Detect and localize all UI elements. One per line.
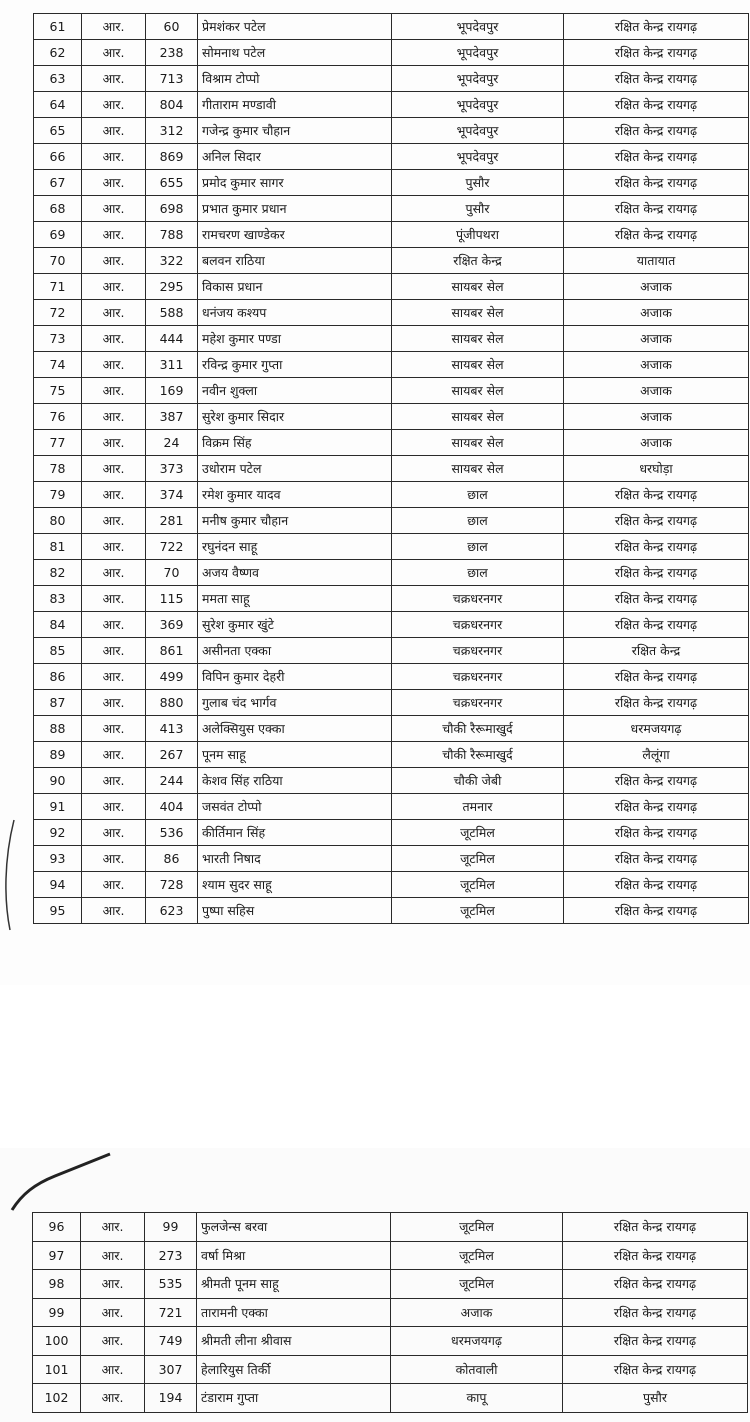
badge-number-cell: 588 [146, 300, 198, 326]
table-row [33, 1327, 748, 1356]
serial-number-cell: 88 [34, 716, 82, 742]
serial-number-cell: 94 [34, 872, 82, 898]
rank-cell: आर. [82, 898, 146, 924]
rank-cell: आर. [82, 872, 146, 898]
serial-number-cell: 79 [34, 482, 82, 508]
serial-number-cell: 61 [34, 14, 82, 40]
new-posting-cell: रक्षित केन्द्र रायगढ़ [564, 846, 749, 872]
table-row [34, 560, 749, 586]
current-posting-cell: सायबर सेल [392, 274, 564, 300]
rank-cell: आर. [81, 1213, 145, 1242]
table-row [34, 742, 749, 768]
employee-name-cell: सोमनाथ पटेल [198, 40, 392, 66]
new-posting-cell: रक्षित केन्द्र रायगढ़ [564, 196, 749, 222]
employee-name-cell: टंडाराम गुप्ता [197, 1384, 391, 1413]
rank-cell: आर. [82, 560, 146, 586]
rank-cell: आर. [82, 456, 146, 482]
serial-number-cell: 68 [34, 196, 82, 222]
employee-name-cell: श्याम सुदर साहू [198, 872, 392, 898]
serial-number-cell: 97 [33, 1241, 81, 1270]
table-row [33, 1384, 748, 1413]
table-row [33, 1270, 748, 1299]
serial-number-cell: 100 [33, 1327, 81, 1356]
serial-number-cell: 64 [34, 92, 82, 118]
transfer-table-1 [33, 13, 749, 924]
employee-name-cell: पुष्पा सहिस [198, 898, 392, 924]
new-posting-cell: यातायात [564, 248, 749, 274]
rank-cell: आर. [82, 482, 146, 508]
new-posting-cell: अजाक [564, 300, 749, 326]
serial-number-cell: 80 [34, 508, 82, 534]
employee-name-cell: पूनम साहू [198, 742, 392, 768]
table-row [34, 326, 749, 352]
serial-number-cell: 92 [34, 820, 82, 846]
new-posting-cell: रक्षित केन्द्र रायगढ़ [564, 612, 749, 638]
badge-number-cell: 295 [146, 274, 198, 300]
new-posting-cell: रक्षित केन्द्र रायगढ़ [564, 586, 749, 612]
new-posting-cell: रक्षित केन्द्र रायगढ़ [564, 482, 749, 508]
serial-number-cell: 73 [34, 326, 82, 352]
serial-number-cell: 95 [34, 898, 82, 924]
serial-number-cell: 96 [33, 1213, 81, 1242]
rank-cell: आर. [82, 716, 146, 742]
transfer-table-2 [32, 1212, 748, 1413]
badge-number-cell: 804 [146, 92, 198, 118]
employee-name-cell: भारती निषाद [198, 846, 392, 872]
table-row [34, 222, 749, 248]
serial-number-cell: 86 [34, 664, 82, 690]
new-posting-cell: रक्षित केन्द्र रायगढ़ [564, 66, 749, 92]
rank-cell: आर. [82, 14, 146, 40]
new-posting-cell: रक्षित केन्द्र रायगढ़ [563, 1241, 748, 1270]
table-row [33, 1298, 748, 1327]
current-posting-cell: चौकी रैरूमाखुर्द [392, 742, 564, 768]
new-posting-cell: रक्षित केन्द्र रायगढ़ [564, 898, 749, 924]
employee-name-cell: अलेक्सियुस एक्का [198, 716, 392, 742]
badge-number-cell: 536 [146, 820, 198, 846]
employee-name-cell: अनिल सिदार [198, 144, 392, 170]
rank-cell: आर. [82, 118, 146, 144]
new-posting-cell: रक्षित केन्द्र रायगढ़ [564, 794, 749, 820]
current-posting-cell: जूटमिल [391, 1241, 563, 1270]
current-posting-cell: चौकी जेबी [392, 768, 564, 794]
employee-name-cell: उधोराम पटेल [198, 456, 392, 482]
new-posting-cell: रक्षित केन्द्र रायगढ़ [563, 1355, 748, 1384]
current-posting-cell: छाल [392, 534, 564, 560]
current-posting-cell: जूटमिल [392, 872, 564, 898]
new-posting-cell: रक्षित केन्द्र रायगढ़ [564, 508, 749, 534]
new-posting-cell: रक्षित केन्द्र रायगढ़ [564, 222, 749, 248]
current-posting-cell: जूटमिल [391, 1270, 563, 1299]
badge-number-cell: 24 [146, 430, 198, 456]
rank-cell: आर. [82, 508, 146, 534]
table-row [34, 430, 749, 456]
table-row [34, 404, 749, 430]
badge-number-cell: 238 [146, 40, 198, 66]
serial-number-cell: 75 [34, 378, 82, 404]
new-posting-cell: धरघोड़ा [564, 456, 749, 482]
table-row [34, 456, 749, 482]
table-row [34, 716, 749, 742]
serial-number-cell: 81 [34, 534, 82, 560]
employee-name-cell: फुलजेन्स बरवा [197, 1213, 391, 1242]
rank-cell: आर. [82, 534, 146, 560]
badge-number-cell: 387 [146, 404, 198, 430]
employee-name-cell: वर्षा मिश्रा [197, 1241, 391, 1270]
badge-number-cell: 374 [146, 482, 198, 508]
current-posting-cell: भूपदेवपुर [392, 40, 564, 66]
employee-name-cell: गुलाब चंद भार्गव [198, 690, 392, 716]
badge-number-cell: 307 [145, 1355, 197, 1384]
current-posting-cell: चक्रधरनगर [392, 612, 564, 638]
rank-cell: आर. [82, 846, 146, 872]
current-posting-cell: भूपदेवपुर [392, 66, 564, 92]
rank-cell: आर. [82, 196, 146, 222]
rank-cell: आर. [82, 92, 146, 118]
employee-name-cell: रमेश कुमार यादव [198, 482, 392, 508]
serial-number-cell: 69 [34, 222, 82, 248]
table-row [34, 794, 749, 820]
rank-cell: आर. [82, 222, 146, 248]
badge-number-cell: 115 [146, 586, 198, 612]
serial-number-cell: 82 [34, 560, 82, 586]
new-posting-cell: अजाक [564, 326, 749, 352]
table-row [33, 1355, 748, 1384]
current-posting-cell: चौकी रैरूमाखुर्द [392, 716, 564, 742]
current-posting-cell: भूपदेवपुर [392, 14, 564, 40]
serial-number-cell: 77 [34, 430, 82, 456]
employee-name-cell: सुरेश कुमार खुंटे [198, 612, 392, 638]
rank-cell: आर. [82, 638, 146, 664]
current-posting-cell: सायबर सेल [392, 326, 564, 352]
rank-cell: आर. [82, 170, 146, 196]
rank-cell: आर. [81, 1355, 145, 1384]
table-row [34, 352, 749, 378]
rank-cell: आर. [81, 1327, 145, 1356]
current-posting-cell: सायबर सेल [392, 430, 564, 456]
rank-cell: आर. [82, 742, 146, 768]
new-posting-cell: धरमजयगढ़ [564, 716, 749, 742]
employee-name-cell: रविन्द्र कुमार गुप्ता [198, 352, 392, 378]
new-posting-cell: अजाक [564, 404, 749, 430]
new-posting-cell: रक्षित केन्द्र रायगढ़ [563, 1298, 748, 1327]
rank-cell: आर. [82, 586, 146, 612]
serial-number-cell: 90 [34, 768, 82, 794]
badge-number-cell: 404 [146, 794, 198, 820]
badge-number-cell: 880 [146, 690, 198, 716]
employee-name-cell: जसवंत टोप्पो [198, 794, 392, 820]
current-posting-cell: चक्रधरनगर [392, 664, 564, 690]
employee-name-cell: तारामनी एक्का [197, 1298, 391, 1327]
rank-cell: आर. [82, 274, 146, 300]
new-posting-cell: रक्षित केन्द्र रायगढ़ [564, 170, 749, 196]
current-posting-cell: भूपदेवपुर [392, 92, 564, 118]
employee-name-cell: अजय वैष्णव [198, 560, 392, 586]
new-posting-cell: रक्षित केन्द्र रायगढ़ [564, 144, 749, 170]
new-posting-cell: रक्षित केन्द्र रायगढ़ [564, 40, 749, 66]
table-row [34, 274, 749, 300]
rank-cell: आर. [82, 40, 146, 66]
badge-number-cell: 244 [146, 768, 198, 794]
table-row [34, 534, 749, 560]
current-posting-cell: पूंजीपथरा [392, 222, 564, 248]
employee-name-cell: प्रेमशंकर पटेल [198, 14, 392, 40]
employee-name-cell: गजेन्द्र कुमार चौहान [198, 118, 392, 144]
rank-cell: आर. [82, 66, 146, 92]
employee-name-cell: सुरेश कुमार सिदार [198, 404, 392, 430]
rank-cell: आर. [82, 664, 146, 690]
current-posting-cell: सायबर सेल [392, 456, 564, 482]
rank-cell: आर. [82, 352, 146, 378]
table-row [34, 40, 749, 66]
badge-number-cell: 267 [146, 742, 198, 768]
new-posting-cell: लैलूंगा [564, 742, 749, 768]
serial-number-cell: 62 [34, 40, 82, 66]
badge-number-cell: 373 [146, 456, 198, 482]
rank-cell: आर. [82, 430, 146, 456]
table-row [34, 300, 749, 326]
employee-name-cell: धनंजय कश्यप [198, 300, 392, 326]
table-row [34, 586, 749, 612]
table-row [34, 14, 749, 40]
serial-number-cell: 99 [33, 1298, 81, 1327]
rank-cell: आर. [82, 378, 146, 404]
current-posting-cell: भूपदेवपुर [392, 118, 564, 144]
serial-number-cell: 83 [34, 586, 82, 612]
table-row [34, 378, 749, 404]
rank-cell: आर. [81, 1241, 145, 1270]
employee-name-cell: प्रभात कुमार प्रधान [198, 196, 392, 222]
badge-number-cell: 311 [146, 352, 198, 378]
serial-number-cell: 91 [34, 794, 82, 820]
rank-cell: आर. [82, 144, 146, 170]
employee-name-cell: श्रीमती पूनम साहू [197, 1270, 391, 1299]
table-row [34, 92, 749, 118]
serial-number-cell: 70 [34, 248, 82, 274]
employee-name-cell: प्रमोद कुमार सागर [198, 170, 392, 196]
current-posting-cell: जूटमिल [391, 1213, 563, 1242]
current-posting-cell: पुसौर [392, 196, 564, 222]
current-posting-cell: जूटमिल [392, 846, 564, 872]
table-row [34, 872, 749, 898]
employee-name-cell: महेश कुमार पण्डा [198, 326, 392, 352]
badge-number-cell: 86 [146, 846, 198, 872]
current-posting-cell: जूटमिल [392, 898, 564, 924]
current-posting-cell: धरमजयगढ़ [391, 1327, 563, 1356]
current-posting-cell: सायबर सेल [392, 300, 564, 326]
badge-number-cell: 413 [146, 716, 198, 742]
rank-cell: आर. [82, 794, 146, 820]
employee-name-cell: केशव सिंह राठिया [198, 768, 392, 794]
rank-cell: आर. [82, 248, 146, 274]
new-posting-cell: रक्षित केन्द्र रायगढ़ [564, 118, 749, 144]
table-row [34, 66, 749, 92]
current-posting-cell: सायबर सेल [392, 378, 564, 404]
badge-number-cell: 869 [146, 144, 198, 170]
employee-name-cell: कीर्तिमान सिंह [198, 820, 392, 846]
table-row [34, 196, 749, 222]
rank-cell: आर. [82, 612, 146, 638]
badge-number-cell: 281 [146, 508, 198, 534]
badge-number-cell: 655 [146, 170, 198, 196]
current-posting-cell: सायबर सेल [392, 352, 564, 378]
table-row [34, 612, 749, 638]
new-posting-cell: रक्षित केन्द्र रायगढ़ [564, 872, 749, 898]
badge-number-cell: 169 [146, 378, 198, 404]
table-row [34, 144, 749, 170]
serial-number-cell: 76 [34, 404, 82, 430]
new-posting-cell: रक्षित केन्द्र रायगढ़ [563, 1213, 748, 1242]
new-posting-cell: रक्षित केन्द्र रायगढ़ [564, 534, 749, 560]
employee-name-cell: विक्रम सिंह [198, 430, 392, 456]
table-row [34, 846, 749, 872]
badge-number-cell: 788 [146, 222, 198, 248]
employee-name-cell: ममता साहू [198, 586, 392, 612]
table-row [34, 898, 749, 924]
current-posting-cell: छाल [392, 508, 564, 534]
new-posting-cell: रक्षित केन्द्र रायगढ़ [564, 560, 749, 586]
rank-cell: आर. [82, 404, 146, 430]
serial-number-cell: 98 [33, 1270, 81, 1299]
badge-number-cell: 322 [146, 248, 198, 274]
serial-number-cell: 71 [34, 274, 82, 300]
current-posting-cell: रक्षित केन्द्र [392, 248, 564, 274]
table-row [33, 1213, 748, 1242]
current-posting-cell: छाल [392, 482, 564, 508]
employee-name-cell: मनीष कुमार चौहान [198, 508, 392, 534]
rank-cell: आर. [82, 820, 146, 846]
employee-name-cell: असीनता एक्का [198, 638, 392, 664]
employee-name-cell: नवीन शुक्ला [198, 378, 392, 404]
current-posting-cell: अजाक [391, 1298, 563, 1327]
employee-name-cell: विकास प्रधान [198, 274, 392, 300]
table-row [34, 248, 749, 274]
new-posting-cell: अजाक [564, 274, 749, 300]
table-row [34, 638, 749, 664]
table-row [34, 170, 749, 196]
current-posting-cell: तमनार [392, 794, 564, 820]
new-posting-cell: रक्षित केन्द्र रायगढ़ [564, 768, 749, 794]
employee-name-cell: बलवन राठिया [198, 248, 392, 274]
badge-number-cell: 721 [145, 1298, 197, 1327]
badge-number-cell: 623 [146, 898, 198, 924]
new-posting-cell: रक्षित केन्द्र रायगढ़ [564, 664, 749, 690]
serial-number-cell: 66 [34, 144, 82, 170]
current-posting-cell: पुसौर [392, 170, 564, 196]
table-row [34, 664, 749, 690]
serial-number-cell: 87 [34, 690, 82, 716]
serial-number-cell: 78 [34, 456, 82, 482]
current-posting-cell: सायबर सेल [392, 404, 564, 430]
employee-name-cell: रघुनंदन साहू [198, 534, 392, 560]
employee-name-cell: विश्राम टोप्पो [198, 66, 392, 92]
rank-cell: आर. [82, 326, 146, 352]
new-posting-cell: पुसौर [563, 1384, 748, 1413]
table-row [34, 118, 749, 144]
badge-number-cell: 499 [146, 664, 198, 690]
rank-cell: आर. [82, 690, 146, 716]
new-posting-cell: अजाक [564, 430, 749, 456]
current-posting-cell: चक्रधरनगर [392, 586, 564, 612]
badge-number-cell: 728 [146, 872, 198, 898]
rank-cell: आर. [82, 768, 146, 794]
current-posting-cell: चक्रधरनगर [392, 638, 564, 664]
current-posting-cell: जूटमिल [392, 820, 564, 846]
current-posting-cell: भूपदेवपुर [392, 144, 564, 170]
rank-cell: आर. [81, 1270, 145, 1299]
badge-number-cell: 722 [146, 534, 198, 560]
current-posting-cell: कोतवाली [391, 1355, 563, 1384]
serial-number-cell: 84 [34, 612, 82, 638]
employee-name-cell: विपिन कुमार देहरी [198, 664, 392, 690]
table-row [34, 508, 749, 534]
badge-number-cell: 369 [146, 612, 198, 638]
badge-number-cell: 749 [145, 1327, 197, 1356]
badge-number-cell: 312 [146, 118, 198, 144]
serial-number-cell: 63 [34, 66, 82, 92]
new-posting-cell: रक्षित केन्द्र रायगढ़ [564, 92, 749, 118]
new-posting-cell: अजाक [564, 352, 749, 378]
current-posting-cell: छाल [392, 560, 564, 586]
serial-number-cell: 89 [34, 742, 82, 768]
badge-number-cell: 194 [145, 1384, 197, 1413]
serial-number-cell: 67 [34, 170, 82, 196]
rank-cell: आर. [81, 1384, 145, 1413]
new-posting-cell: रक्षित केन्द्र रायगढ़ [564, 690, 749, 716]
badge-number-cell: 99 [145, 1213, 197, 1242]
table-row [34, 820, 749, 846]
badge-number-cell: 273 [145, 1241, 197, 1270]
employee-name-cell: हेलारियुस तिर्की [197, 1355, 391, 1384]
rank-cell: आर. [82, 300, 146, 326]
table-row [34, 690, 749, 716]
table-row [33, 1241, 748, 1270]
serial-number-cell: 74 [34, 352, 82, 378]
new-posting-cell: रक्षित केन्द्र रायगढ़ [564, 14, 749, 40]
new-posting-cell: रक्षित केन्द्र [564, 638, 749, 664]
new-posting-cell: रक्षित केन्द्र रायगढ़ [563, 1327, 748, 1356]
table-row [34, 768, 749, 794]
document-page-2 [0, 1148, 750, 1422]
new-posting-cell: रक्षित केन्द्र रायगढ़ [563, 1270, 748, 1299]
table-row [34, 482, 749, 508]
rank-cell: आर. [81, 1298, 145, 1327]
badge-number-cell: 444 [146, 326, 198, 352]
serial-number-cell: 85 [34, 638, 82, 664]
serial-number-cell: 65 [34, 118, 82, 144]
current-posting-cell: कापू [391, 1384, 563, 1413]
serial-number-cell: 93 [34, 846, 82, 872]
badge-number-cell: 70 [146, 560, 198, 586]
badge-number-cell: 698 [146, 196, 198, 222]
employee-name-cell: रामचरण खाण्डेकर [198, 222, 392, 248]
badge-number-cell: 713 [146, 66, 198, 92]
badge-number-cell: 535 [145, 1270, 197, 1299]
employee-name-cell: श्रीमती लीना श्रीवास [197, 1327, 391, 1356]
badge-number-cell: 861 [146, 638, 198, 664]
current-posting-cell: चक्रधरनगर [392, 690, 564, 716]
serial-number-cell: 101 [33, 1355, 81, 1384]
badge-number-cell: 60 [146, 14, 198, 40]
serial-number-cell: 102 [33, 1384, 81, 1413]
new-posting-cell: रक्षित केन्द्र रायगढ़ [564, 820, 749, 846]
serial-number-cell: 72 [34, 300, 82, 326]
new-posting-cell: अजाक [564, 378, 749, 404]
employee-name-cell: गीताराम मण्डावी [198, 92, 392, 118]
